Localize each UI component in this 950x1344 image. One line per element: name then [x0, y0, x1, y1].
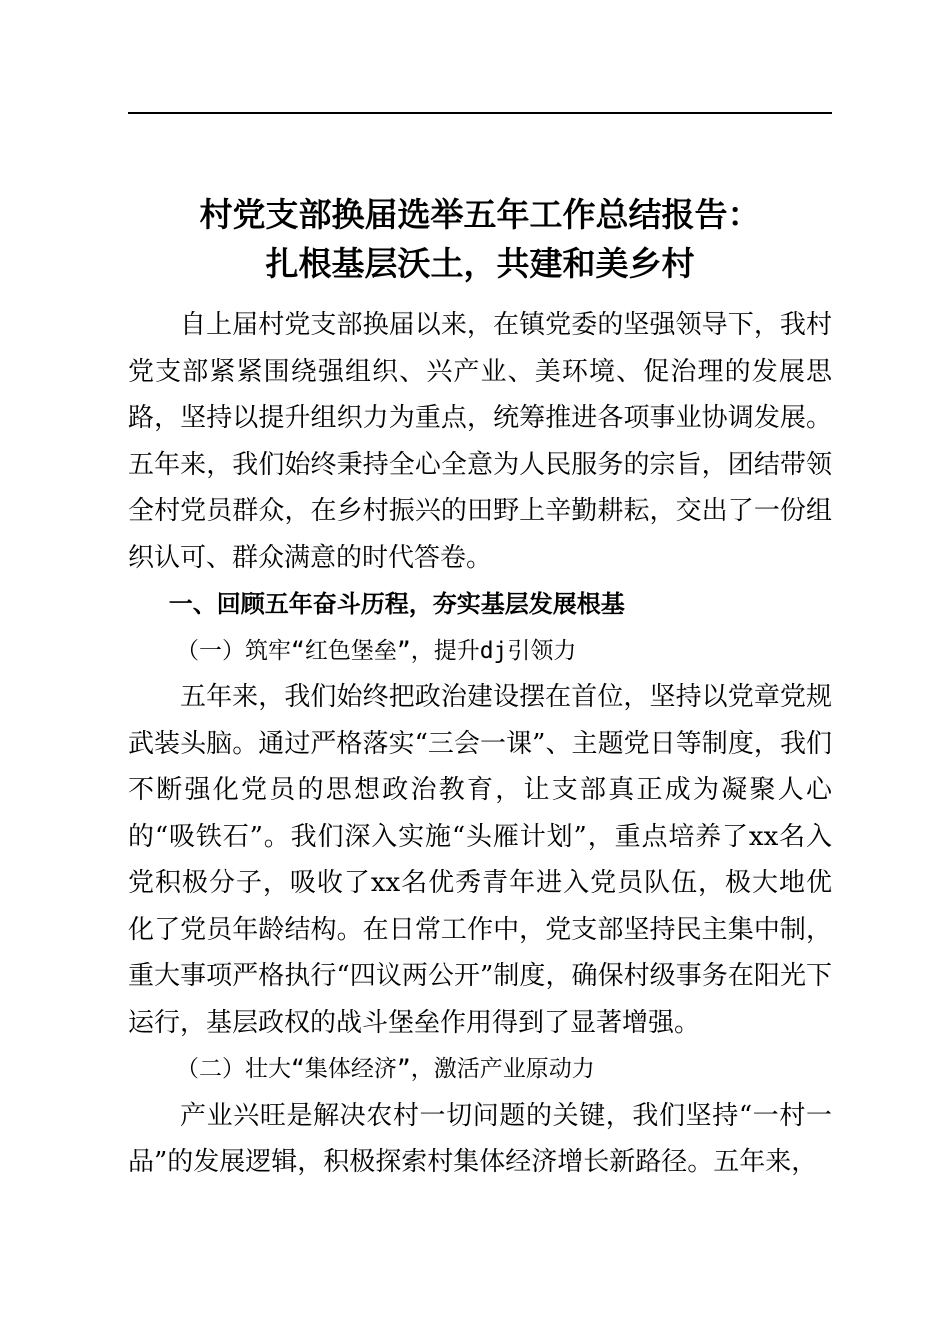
intro-paragraph: 自上届村党支部换届以来，在镇党委的坚强领导下，我村党支部紧紧围绕强组织、兴产业、美环境、促治理的发展思路，坚持以提升组织力为重点，统筹推进各项事业协调发展。五年来，我们始终秉持全心全意为人民服务的宗旨，团结带领全村党员群众，在乡村振兴的田野上辛勤耕耘，交出了一份组织认可、群众满意的时代答卷。: [128, 310, 832, 573]
title-line-2: 扎根基层沃土，共建和美乡村: [265, 244, 695, 283]
header-rule: [128, 112, 832, 114]
document-title: [128, 190, 832, 288]
section-1-heading: 一、回顾五年奋斗历程，夯实基层发展根基: [168, 590, 625, 618]
subsection-1-paragraph: 五年来，我们始终把政治建设摆在首位，坚持以党章党规武装头脑。通过严格落实“三会一课”、主题党日等制度，我们不断强化党员的思想政治教育，让支部真正成为凝聚人心的“吸铁石”。我们深入实施“头雁计划”，重点培养了xx名入党积极分子，吸收了xx名优秀青年进入党员队伍，极大地优化了党员年龄结构。在日常工作中，党支部坚持民主集中制，重大事项严格执行“四议两公开”制度，确保村级事务在阳光下运行，基层政权的战斗堡垒作用得到了显著增强。: [128, 682, 832, 1038]
subsection-2-heading: （二）壮大“集体经济”，激活产业原动力: [176, 1056, 595, 1082]
document-body: [128, 190, 832, 1186]
subsection-2-paragraph: 产业兴旺是解决农村一切问题的关键，我们坚持“一村一品”的发展逻辑，积极探索村集体经济增长新路径。五年来，: [128, 1100, 832, 1177]
title-line-1: 村党支部换届选举五年工作总结报告：: [199, 195, 761, 234]
subsection-1-heading: （一）筑牢“红色堡垒”，提升dj引领力: [176, 637, 577, 664]
